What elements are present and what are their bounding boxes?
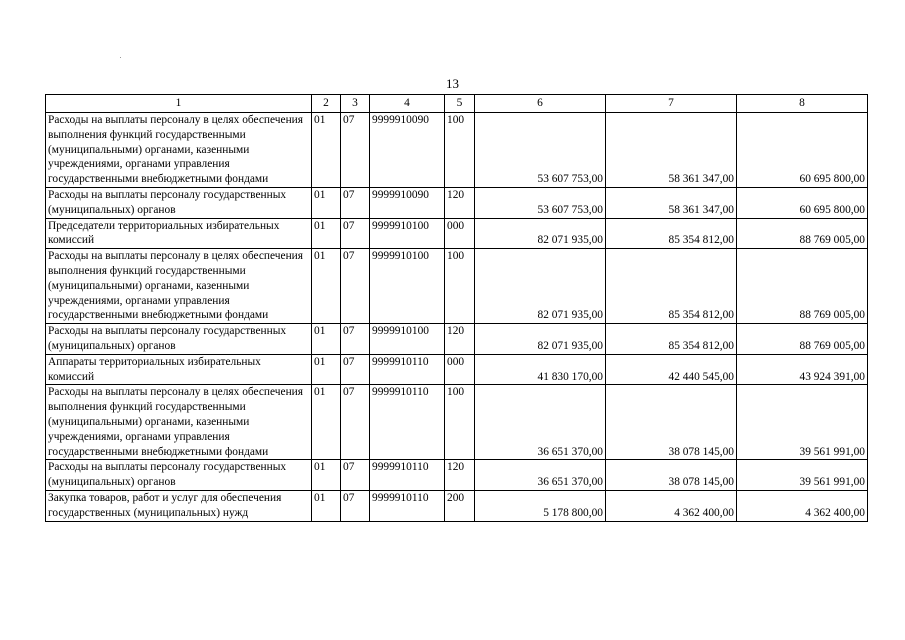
amount-col-6: 5 178 800,00 (475, 490, 606, 521)
amount-col-8: 39 561 991,00 (737, 460, 868, 491)
column-header: 7 (606, 95, 737, 113)
table-row (46, 187, 868, 218)
target-article-code: 9999910100 (370, 218, 445, 249)
section-code: 01 (312, 460, 341, 491)
row-name: Расходы на выплаты персоналу в целях обеспечения выполнения функций государственными (муниципальными) органами, казенными учреждениями, органами управления государственными внебюджетными фондами (46, 249, 312, 324)
target-article-code: 9999910100 (370, 324, 445, 355)
expense-type-code: 120 (445, 460, 475, 491)
column-header: 2 (312, 95, 341, 113)
row-name: Расходы на выплаты персоналу государственных (муниципальных) органов (46, 460, 312, 491)
expense-type-code: 100 (445, 385, 475, 460)
section-code: 01 (312, 113, 341, 188)
target-article-code: 9999910110 (370, 490, 445, 521)
row-name: Расходы на выплаты персоналу государственных (муниципальных) органов (46, 324, 312, 355)
column-header: 1 (46, 95, 312, 113)
table-row (46, 460, 868, 491)
section-code: 01 (312, 218, 341, 249)
table-row (46, 218, 868, 249)
section-code: 01 (312, 187, 341, 218)
target-article-code: 9999910090 (370, 187, 445, 218)
expense-type-code: 100 (445, 113, 475, 188)
amount-col-7: 58 361 347,00 (606, 187, 737, 218)
amount-col-7: 38 078 145,00 (606, 385, 737, 460)
header-row (46, 95, 868, 113)
subsection-code: 07 (341, 249, 370, 324)
section-code: 01 (312, 249, 341, 324)
amount-col-6: 53 607 753,00 (475, 187, 606, 218)
expense-type-code: 200 (445, 490, 475, 521)
amount-col-6: 82 071 935,00 (475, 324, 606, 355)
amount-col-6: 53 607 753,00 (475, 113, 606, 188)
expense-type-code: 000 (445, 354, 475, 385)
amount-col-6: 82 071 935,00 (475, 249, 606, 324)
amount-col-6: 36 651 370,00 (475, 385, 606, 460)
amount-col-8: 88 769 005,00 (737, 249, 868, 324)
amount-col-7: 42 440 545,00 (606, 354, 737, 385)
section-code: 01 (312, 324, 341, 355)
target-article-code: 9999910110 (370, 385, 445, 460)
column-header: 3 (341, 95, 370, 113)
amount-col-7: 38 078 145,00 (606, 460, 737, 491)
target-article-code: 9999910110 (370, 354, 445, 385)
subsection-code: 07 (341, 324, 370, 355)
amount-col-6: 41 830 170,00 (475, 354, 606, 385)
target-article-code: 9999910110 (370, 460, 445, 491)
table-row (46, 249, 868, 324)
expense-type-code: 000 (445, 218, 475, 249)
subsection-code: 07 (341, 187, 370, 218)
amount-col-7: 85 354 812,00 (606, 249, 737, 324)
row-name: Расходы на выплаты персоналу в целях обеспечения выполнения функций государственными (муниципальными) органами, казенными учреждениями, органами управления государственными внебюджетными фондами (46, 113, 312, 188)
row-name: Председатели территориальных избирательных комиссий (46, 218, 312, 249)
table-row (46, 113, 868, 188)
amount-col-8: 43 924 391,00 (737, 354, 868, 385)
amount-col-6: 82 071 935,00 (475, 218, 606, 249)
table-row (46, 324, 868, 355)
expense-type-code: 120 (445, 324, 475, 355)
subsection-code: 07 (341, 113, 370, 188)
amount-col-8: 39 561 991,00 (737, 385, 868, 460)
amount-col-8: 4 362 400,00 (737, 490, 868, 521)
budget-table (45, 94, 868, 522)
expense-type-code: 100 (445, 249, 475, 324)
subsection-code: 07 (341, 385, 370, 460)
table-row (46, 385, 868, 460)
column-header: 5 (445, 95, 475, 113)
amount-col-7: 4 362 400,00 (606, 490, 737, 521)
subsection-code: 07 (341, 460, 370, 491)
amount-col-8: 88 769 005,00 (737, 324, 868, 355)
column-header: 6 (475, 95, 606, 113)
column-header: 8 (737, 95, 868, 113)
scan-speck (120, 57, 121, 58)
column-header: 4 (370, 95, 445, 113)
row-name: Расходы на выплаты персоналу государственных (муниципальных) органов (46, 187, 312, 218)
amount-col-8: 88 769 005,00 (737, 218, 868, 249)
row-name: Аппараты территориальных избирательных комиссий (46, 354, 312, 385)
target-article-code: 9999910090 (370, 113, 445, 188)
subsection-code: 07 (341, 354, 370, 385)
section-code: 01 (312, 354, 341, 385)
row-name: Закупка товаров, работ и услуг для обеспечения государственных (муниципальных) нужд (46, 490, 312, 521)
amount-col-8: 60 695 800,00 (737, 113, 868, 188)
subsection-code: 07 (341, 218, 370, 249)
target-article-code: 9999910100 (370, 249, 445, 324)
amount-col-7: 85 354 812,00 (606, 218, 737, 249)
section-code: 01 (312, 490, 341, 521)
section-code: 01 (312, 385, 341, 460)
amount-col-7: 85 354 812,00 (606, 324, 737, 355)
subsection-code: 07 (341, 490, 370, 521)
table-row (46, 490, 868, 521)
amount-col-6: 36 651 370,00 (475, 460, 606, 491)
amount-col-7: 58 361 347,00 (606, 113, 737, 188)
table-row (46, 354, 868, 385)
row-name: Расходы на выплаты персоналу в целях обеспечения выполнения функций государственными (муниципальными) органами, казенными учреждениями, органами управления государственными внебюджетными фондами (46, 385, 312, 460)
page-number: 13 (446, 76, 459, 91)
expense-type-code: 120 (445, 187, 475, 218)
amount-col-8: 60 695 800,00 (737, 187, 868, 218)
